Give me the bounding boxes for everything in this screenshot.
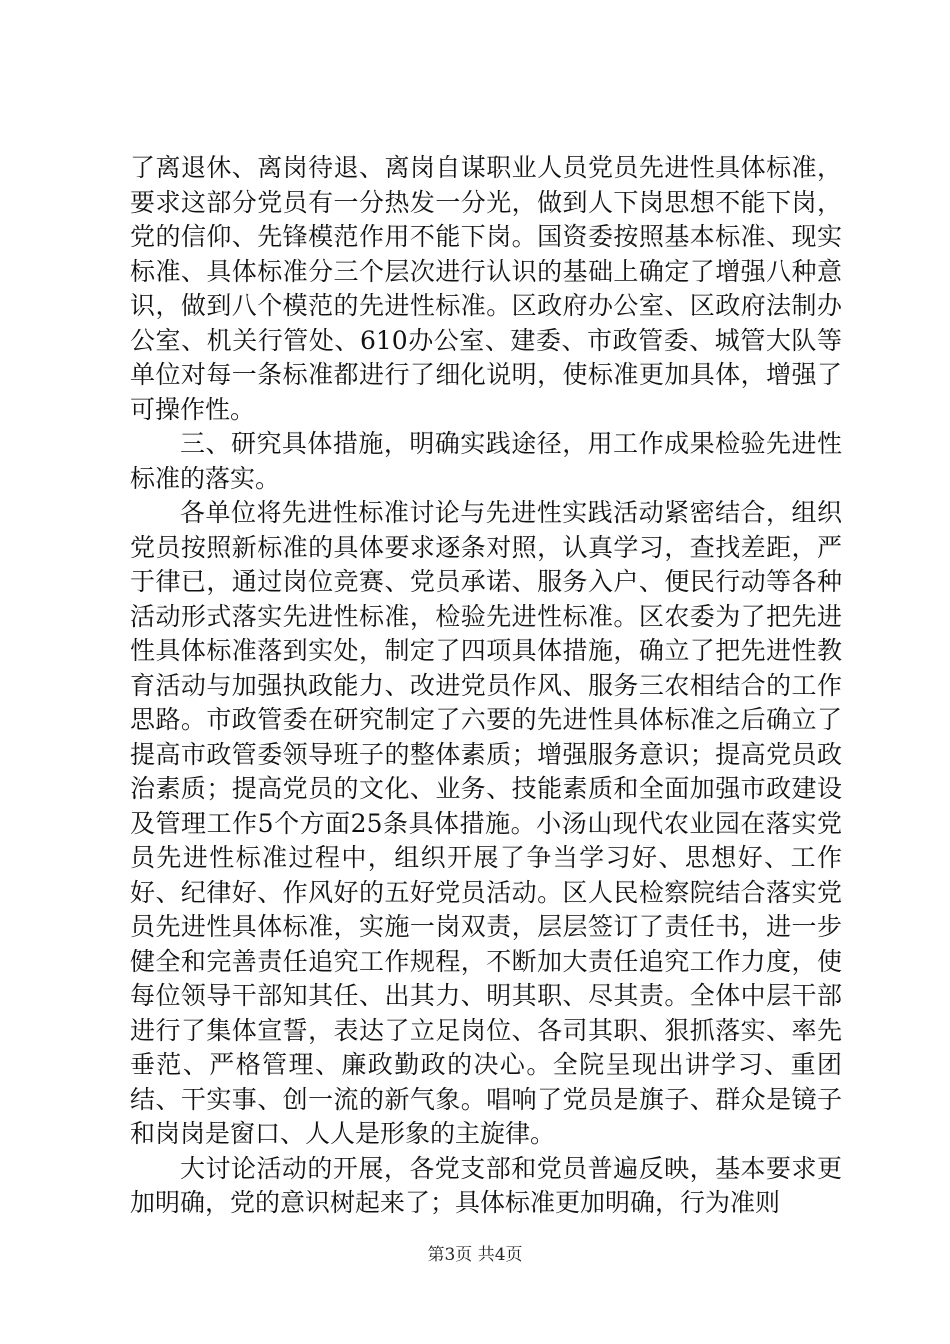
paragraph-continued: 了离退休、离岗待退、离岗自谋职业人员党员先进性具体标准，要求这部分党员有一分热发一分光，做到人下岗思想不能下岗，党的信仰、先锋模范作用不能下岗。国资委按照基本标准、现实标准、具体标准分三个层次进行认识的基础上确定了增强八种意识，做到八个模范的先进性标准。区政府办公室、区政府法制办公室、机关行管处、610办公室、建委、市政管委、城管大队等单位对每一条标准都进行了细化说明，使标准更加具体，增强了可操作性。 xyxy=(130,153,842,424)
page-number: 第3页 共4页 xyxy=(427,1245,523,1265)
page-footer xyxy=(0,1244,950,1266)
section-heading-three: 三、研究具体措施，明确实践途径，用工作成果检验先进性标准的落实。 xyxy=(130,429,842,493)
paragraph-discussion: 大讨论活动的开展，各党支部和党员普遍反映，基本要求更加明确，党的意识树起来了；具体标准更加明确，行为准则 xyxy=(130,1153,842,1217)
document-body xyxy=(130,151,842,1221)
paragraph-measures: 各单位将先进性标准讨论与先进性实践活动紧密结合，组织党员按照新标准的具体要求逐条对照，认真学习，查找差距，严于律已，通过岗位竞赛、党员承诺、服务入户、便民行动等各种活动形式落实先进性标准，检验先进性标准。区农委为了把先进性具体标准落到实处，制定了四项具体措施，确立了把先进性教育活动与加强执政能力、改进党员作风、服务三农相结合的工作思路。市政管委在研究制定了六要的先进性具体标准之后确立了提高市政管委领导班子的整体素质；增强服务意识；提高党员政治素质；提高党员的文化、业务、技能素质和全面加强市政建设及管理工作5个方面25条具体措施。小汤山现代农业园在落实党员先进性标准过程中，组织开展了争当学习好、思想好、工作好、纪律好、作风好的五好党员活动。区人民检察院结合落实党员先进性具体标准，实施一岗双责，层层签订了责任书，进一步健全和完善责任追究工作规程，不断加大责任追究工作力度，使每位领导干部知其任、出其力、明其职、尽其责。全体中层干部进行了集体宣誓，表达了立足岗位、各司其职、狠抓落实、率先垂范、严格管理、廉政勤政的决心。全院呈现出讲学习、重团结、干实事、创一流的新气象。唱响了党员是旗子、群众是镜子和岗岗是窗口、人人是形象的主旋律。 xyxy=(130,498,842,1148)
